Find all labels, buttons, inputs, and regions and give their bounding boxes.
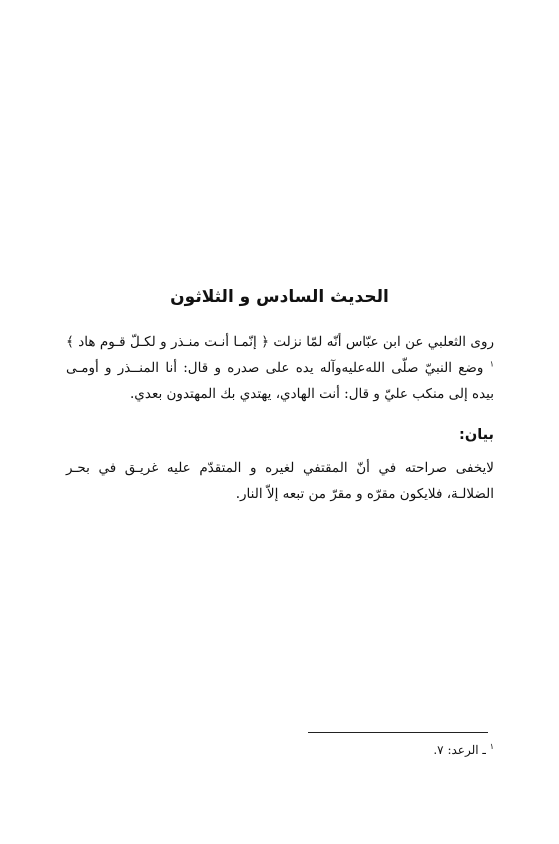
footnote-number: ١	[489, 742, 494, 751]
hadith-text-part-1: روى الثعلبي عن ابن عبّاس أنّه لمّا نزلت ﴿ إنّمـا أنـت منـذر و لكـلّ قـوم هاد ﴾	[66, 334, 494, 350]
hadith-title: الحديث السادس و الثلاثون	[170, 287, 389, 307]
hadith-text	[66, 329, 494, 407]
footnote	[66, 740, 494, 760]
footnote-reference[interactable]: ١	[489, 359, 494, 369]
footnote-text: ـ الرعد: ٧.	[433, 743, 490, 757]
footnote-separator	[308, 732, 488, 733]
explanation-text: لايخفى صراحته في أنّ المقتفي لغيره و المتقدّم عليه غريـق في بحـر الضلالـة، فلايكون مقرّه و مقرّ من تبعه إلاّ النار.	[66, 460, 494, 502]
hadith-text-part-2: وضع النبيّ صلّى الله‌عليه‌وآله يده على صدره و قال: أنا المنــذر و أومـى بيده إلى منكب عليّ و قال: أنت الهادي، يهتدي بك المهتدون بعدي.	[66, 360, 494, 402]
explanation-heading: بيان:	[459, 427, 494, 443]
